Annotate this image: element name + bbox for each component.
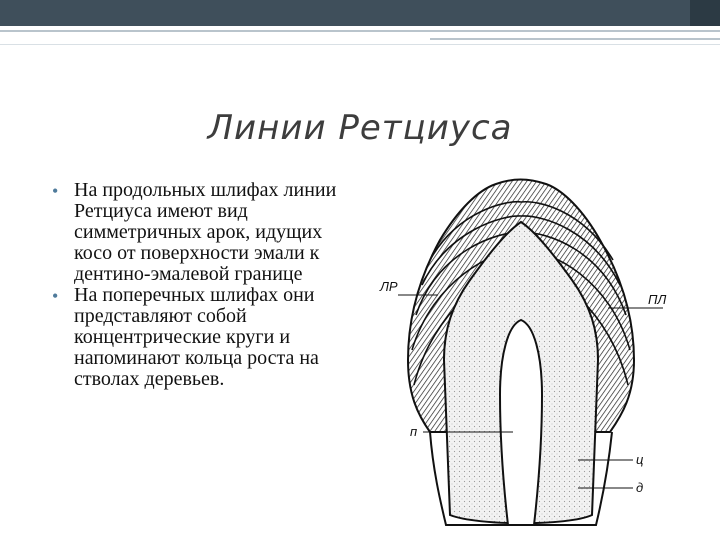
slide-title [0,108,720,148]
bullet-item [52,180,362,285]
decor-line [0,30,720,32]
bullet-icon: • [52,181,59,201]
bullet-item [52,285,362,390]
pulp-chamber [500,320,542,525]
label-d: д [636,480,644,495]
label-pl: ПЛ [648,292,667,307]
bullet-icon: • [52,286,59,306]
tooth-diagram [378,170,678,540]
bullet-text: На продольных шлифах линии Ретциуса имеют вид симметричных арок, идущих косо от поверхности эмали к дентино-эмалевой границе [74,179,337,285]
label-p: п [410,424,418,439]
label-lr: ЛР [380,279,398,294]
slide-title-text: Линии Ретциуса [207,108,513,148]
label-ts: ц [636,452,644,467]
bullet-text: На поперечных шлифах они представляют собой концентрические круги и напоминают кольца роста на стволах деревьев. [74,284,319,390]
top-bar-accent [690,0,720,26]
top-bar [0,0,720,26]
decor-line [430,38,720,40]
decor-line [0,44,720,45]
bullet-list [52,180,362,390]
